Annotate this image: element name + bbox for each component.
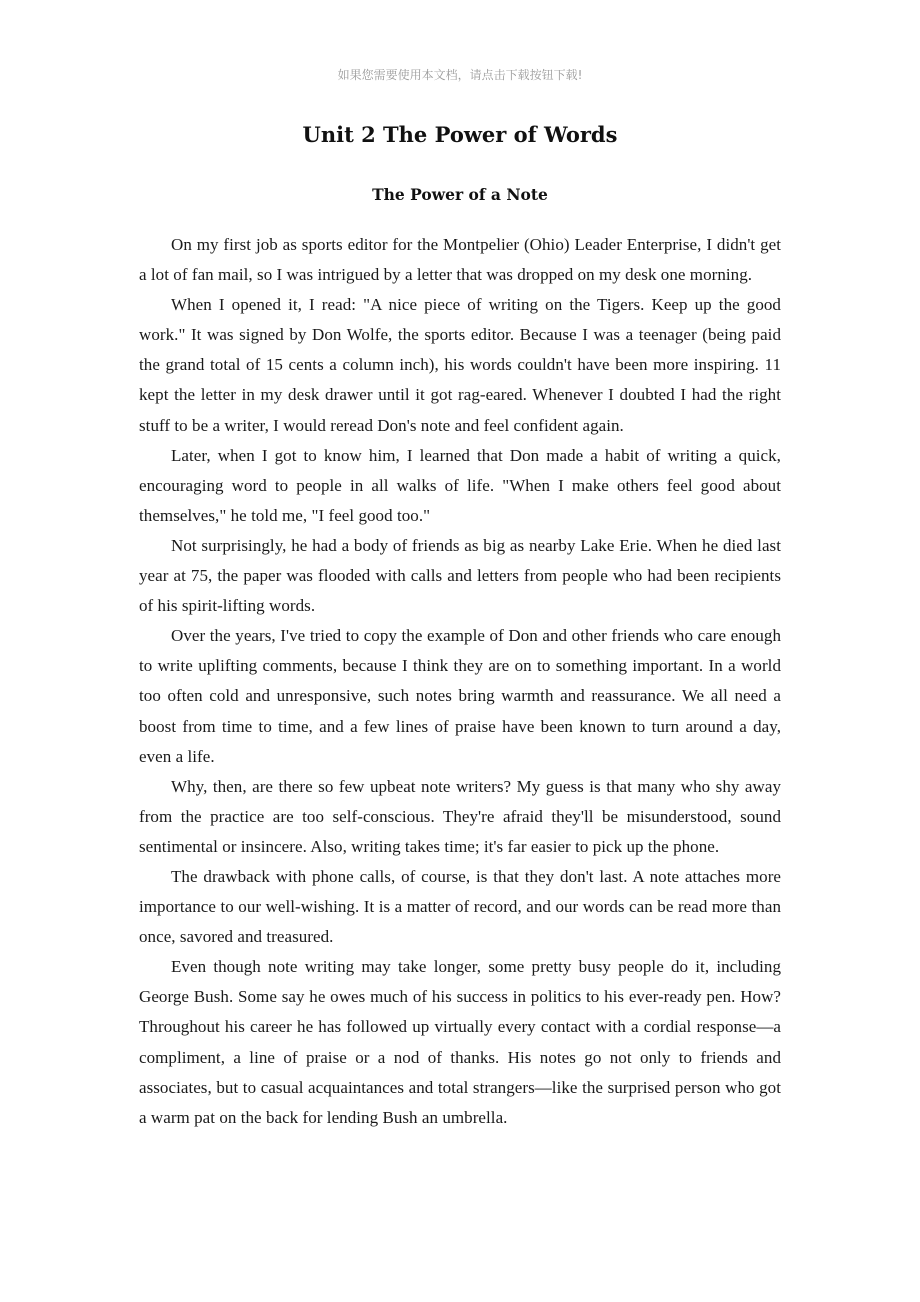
paragraph: Not surprisingly, he had a body of friends as big as nearby Lake Erie. When he died last year at 75, the paper was flooded with calls and letters from people who had been recipients of his spirit-lifting words. [139,535,781,616]
paragraph: Why, then, are there so few upbeat note writers? My guess is that many who shy away from the practice are too self-conscious. They're afraid they'll be misunderstood, sound sentimental or insincere. Also, writing takes time; it's far easier to pick up the phone. [139,776,781,856]
paragraph: The drawback with phone calls, of course, is that they don't last. A note attaches more importance to our well-wishing. It is a matter of record, and our words can be read more than once, savored and treasured. [139,866,781,947]
paragraph: Even though note writing may take longer, some pretty busy people do it, including George Bush. Some say he owes much of his success in politics to his ever-ready pen. How? Throughout his career he has followed up virtually every contact with a cordial response—a compliment, a line of praise or a nod of thanks. His notes go not only to friends and associates, but to casual acquaintances and total strangers—like the surprised person who got a warm pat on the back for lending Bush an umbrella. [139,957,781,1127]
paragraph: When I opened it, I read: "A nice piece of writing on the Tigers. Keep up the good work." It was signed by Don Wolfe, the sports editor. Because I was a teenager (being paid the grand total of 15 cents a column inch), his words couldn't have been more inspiring. 11 kept the letter in my desk drawer until it got rag-eared. Whenever I doubted I had the right stuff to be a writer, I would reread Don's note and feel confident again. [139,295,781,435]
document-subtitle: The Power of a Note [372,185,548,204]
document-title: Unit 2 The Power of Words [302,122,618,147]
download-banner: 如果您需要使用本文档，请点击下载按钮下载! [337,68,583,82]
document-body [139,230,781,1133]
paragraph: Later, when I got to know him, I learned that Don made a habit of writing a quick, encouraging word to people in all walks of life. "When I make others feel good about themselves," he told me, "I feel good too." [139,445,781,525]
paragraph: On my first job as sports editor for the Montpelier (Ohio) Leader Enterprise, I didn't get a lot of fan mail, so I was intrigued by a letter that was dropped on my desk one morning. [139,235,781,285]
paragraph: Over the years, I've tried to copy the example of Don and other friends who care enough to write uplifting comments, because I think they are on to something important. In a world too often cold and unresponsive, such notes bring warmth and reassurance. We all need a boost from time to time, and a few lines of praise have been known to turn around a day, even a life. [139,626,781,766]
